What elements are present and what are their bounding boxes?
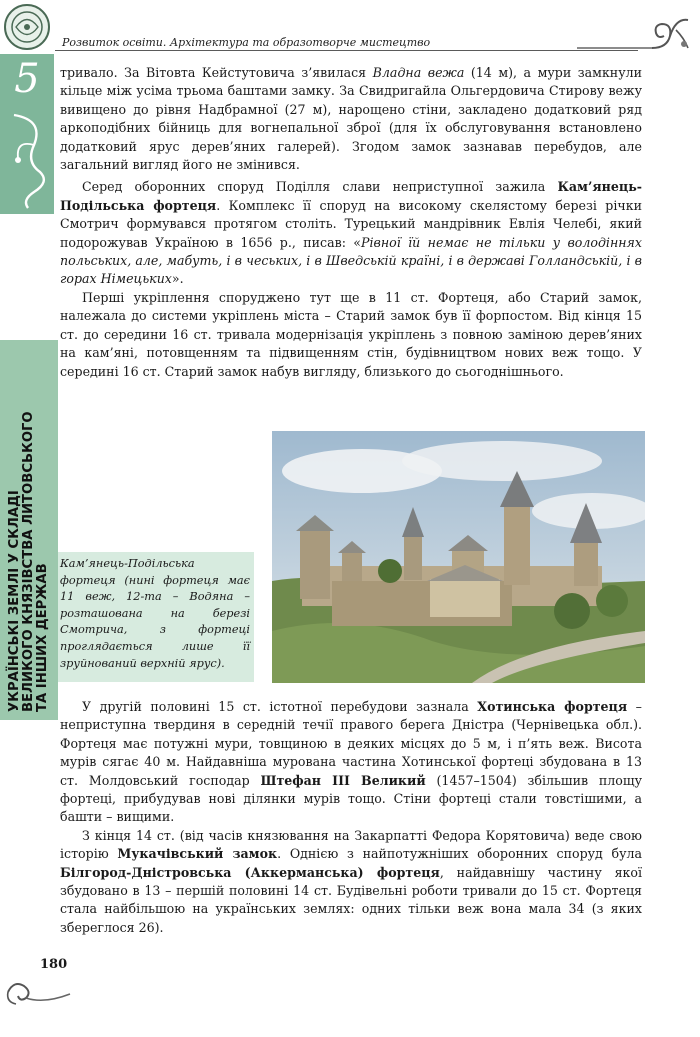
text-run: . Комплекс її споруд на високому скелястому березі річки Смотрич формувався протягом століть. Турецький мандрівник Евлія Челебі, який подорожував Україною в 1656 р., писав: «: [60, 197, 642, 250]
fortress-photo: [272, 431, 645, 683]
text-run: З кінця 14 ст. (від часів князювання на Закарпатті Федора Корятовича) веде свою історію: [60, 827, 642, 862]
page-header: [0, 0, 700, 50]
footer-flourish-icon: [4, 978, 74, 1008]
text-run-bold: Штефан III Великий: [260, 772, 426, 788]
chapter-number: 5: [14, 56, 40, 102]
text-run: тривало. За Вітовта Кейстутовича з’явилася: [60, 65, 373, 80]
text-run: ».: [171, 271, 184, 287]
paragraph: [60, 178, 642, 288]
header-title: Розвиток освіти. Архітектура та образотворче мистецтво: [62, 36, 431, 49]
text-run-italic: Владна вежа: [372, 65, 465, 80]
side-label-line: УКРАЇНСЬКІ ЗЕМЛІ У СКЛАДІ: [7, 490, 22, 712]
paragraph: [60, 64, 642, 174]
text-run: . Однією з найпотужніших оборонних споруд була: [277, 846, 642, 862]
text-run-bold: Кам’янець-Подільська фортеця: [60, 179, 642, 213]
text-run-bold: Мукачівський замок: [117, 846, 278, 862]
paragraph: Перші укріплення споруджено тут ще в 11 ст. Фортеця, або Старий замок, належала до системи укріплень міста – Старий замок був її форпостом. Від кінця 15 ст. до середини 16 ст. тривала модернізація укріплень з повною заміною дерев’яних на кам’яні, потовщенням та підвищенням стін, будівництвом нових веж тощо. У середині 16 ст. Старий замок набув вигляду, близького до сьогоднішнього.: [60, 289, 642, 379]
chapter-emblem-icon: [2, 2, 52, 52]
body-text-top: [60, 64, 642, 381]
body-text-bottom: [60, 698, 642, 937]
paragraph: [60, 827, 642, 937]
text-run: (14 м), а мури замкнули кільце між усіма трьома баштами замку. За Свидригайла Ольгердовича Стирову вежу вивищено до рівня Надбрамної (27 м), нарощено стіни, закладено додатковий ряд аркоподібних бійниць для вогнепальної зброї (для їх обслуговування встановлено додатковий ярус дерев’яних галерей). Згодом замок зазнавав перебудов, але загальний вигляд його не змінився.: [60, 65, 643, 173]
text-run-italic: Рівної їй немає не тільки у володіннях польських, але, мабуть, і в чеських, і в Шведській країні, і в державі Голландській, і в горах Німецьких: [60, 234, 642, 287]
side-label-line: ВЕЛИКОГО КНЯЗІВСТВА ЛИТОВСЬКОГО: [21, 411, 36, 712]
header-rule: [55, 50, 638, 51]
text-run-bold: Білгород-Дністровська (Аккерманська) фортеця: [60, 864, 440, 880]
chapter-flourish-icon: [4, 110, 52, 210]
figure-caption: Кам’янець-Подільська фортеця (нині фортеця має 11 веж, 12-та – Водяна – розташована на березі Смотрича, з фортеці проглядається лише її зруйнований верхній ярус).: [60, 557, 250, 670]
text-run: (1457–1504) збільшив площу фортеці, прибудував нові ділянки мурів тощо. Стіни фортеці стали товстішими, а башти – вищими.: [60, 772, 642, 825]
header-flourish-icon: [572, 8, 692, 54]
paragraph: [60, 698, 642, 827]
text-run: Серед оборонних споруд Поділля слави неприступної зажила: [82, 179, 558, 195]
text-run: , найдавнішу частину якої збудовано в 13 – першій половині 14 ст. Будівельні роботи тривали до 15 ст. Фортеця стала найбільшою на українських землях: одних тільки веж вона мала 34 (з яких збереглося 26).: [60, 864, 642, 935]
page-number: 180: [40, 957, 68, 972]
text-run: – неприступна твердиня в середній течії правого берега Дністра (Чернівецька обл.). Фортеця має потужні мури, товщиною в деяких місцях до 5 м, і п’ять веж. Висота мурів сягає 40 м. Найдавніша мурована частина Хотинської фортеці збудована в 13 ст. Молдовський господар: [60, 699, 642, 788]
side-label-line: ТА ІНШИХ ДЕРЖАВ: [35, 563, 50, 712]
text-run: У другій половині 15 ст. істотної перебудови зазнала: [82, 699, 478, 714]
text-run-bold: Хотинська фортеця: [477, 699, 628, 714]
section-side-label: [8, 342, 50, 712]
